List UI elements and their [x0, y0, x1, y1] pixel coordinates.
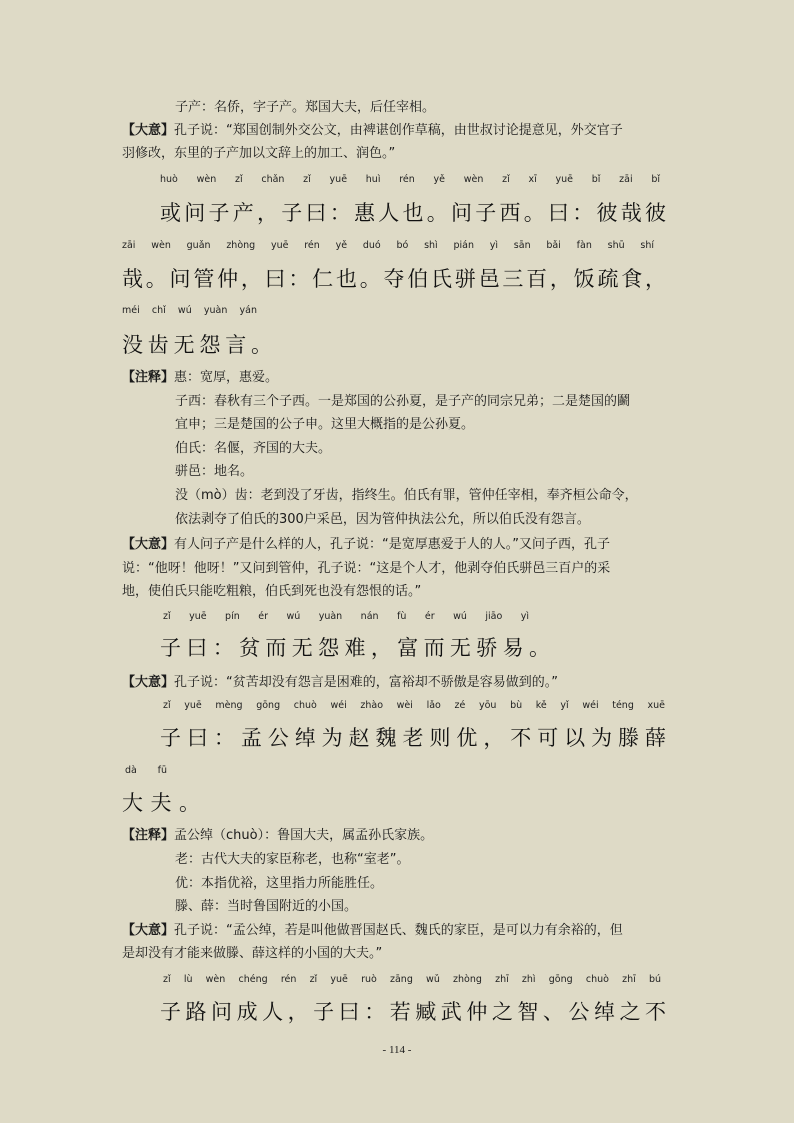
- label-dayi: 【大意】: [122, 675, 175, 690]
- verse-line: 子曰：孟公绰为赵魏老则优，不可以为滕薛: [160, 726, 666, 750]
- annotation-line: 老：古代大夫的家臣称老，也称“室老”。: [175, 852, 410, 867]
- translation-line: 羽修改，东里的子产加以文辞上的加工、润色。”: [122, 146, 396, 161]
- translation-line: 是却没有才能来做滕、薛这样的小国的大夫。”: [122, 946, 383, 961]
- translation-text: 孔子说：“孟公绰，若是叫他做晋国赵氏、魏氏的家臣，是可以力有余裕的，但: [174, 923, 623, 938]
- pinyin-line: zāi wèn guǎn zhòng yuē rén yě duó bó shì pián yì sān bǎi fàn shū shí: [122, 240, 654, 251]
- translation-line: 说：“他呀！他呀！”又问到管仲，孔子说：“这是个人才，他剥夺伯氏骈邑三百户的采: [122, 561, 611, 576]
- page-number: - 114 -: [382, 1044, 412, 1056]
- verse-line: 子曰：贫而无怨难，富而无骄易。: [160, 636, 550, 660]
- annotation-line: 骈邑：地名。: [175, 464, 254, 479]
- pinyin-line: huò wèn zǐ chǎn zǐ yuē huì rén yě wèn zǐ xī yuē bǐ zāi bǐ: [160, 174, 660, 185]
- annotation-line: 没（mò）齿：老到没了牙齿，指终生。伯氏有罪，管仲任宰相，奉齐桓公命令，: [175, 488, 638, 503]
- pinyin-line: dà fū: [125, 765, 167, 776]
- label-zhushi: 【注释】: [122, 370, 175, 385]
- annotation-line: 优：本指优裕，这里指力所能胜任。: [175, 876, 384, 891]
- annotation-line: 宜申；三是楚国的公子申。这里大概指的是公孙夏。: [175, 417, 475, 432]
- label-dayi: 【大意】: [122, 123, 175, 138]
- translation-text: 孔子说：“贫苦却没有怨言是困难的，富裕却不骄傲是容易做到的。”: [174, 675, 558, 690]
- verse-line: 没齿无怨言。: [122, 333, 272, 357]
- label-zhushi: 【注释】: [122, 828, 175, 843]
- annotation-text: 孟公绰（chuò）：鲁国大夫，属孟孙氏家族。: [174, 828, 434, 843]
- translation-text: 孔子说：“郑国创制外交公文，由裨谌创作草稿，由世叔讨论提意见，外交官子: [174, 123, 623, 138]
- translation-line: [122, 537, 610, 553]
- note-line: 子产：名侨，字子产。郑国大夫，后任宰相。: [175, 100, 436, 115]
- translation-line: 地，使伯氏只能吃粗粮，伯氏到死也没有怨恨的话。”: [122, 584, 422, 599]
- verse-line: 子路问成人，子曰：若臧武仲之智、公绰之不: [160, 1000, 666, 1024]
- verse-line: 哉。问管仲，曰：仁也。夺伯氏骈邑三百，饭疏食，: [122, 267, 666, 291]
- pinyin-line: zǐ yuē pín ér wú yuàn nán fù ér wú jiāo yì: [163, 611, 529, 622]
- label-dayi: 【大意】: [122, 537, 175, 552]
- annotation-line: [122, 370, 278, 386]
- annotation-line: 滕、薛：当时鲁国附近的小国。: [175, 899, 358, 914]
- pinyin-line: zǐ lù wèn chéng rén zǐ yuē ruò zāng wǔ zhòng zhī zhì gōng chuò zhī bú: [163, 974, 661, 985]
- annotation-line: 伯氏：名偃，齐国的大夫。: [175, 441, 332, 456]
- verse-line: 或问子产，子曰：惠人也。问子西。曰：彼哉彼: [160, 201, 666, 225]
- verse-line: 大夫。: [122, 791, 200, 815]
- pinyin-line: méi chǐ wú yuàn yán: [122, 305, 257, 316]
- annotation-line: 依法剥夺了伯氏的300户采邑，因为管仲执法公允，所以伯氏没有怨言。: [175, 512, 590, 527]
- annotation-line: [122, 828, 433, 844]
- translation-line: [122, 675, 558, 691]
- label-dayi: 【大意】: [122, 923, 175, 938]
- translation-line: [122, 123, 623, 139]
- pinyin-line: zǐ yuē mèng gōng chuò wéi zhào wèi lǎo zé yōu bù kě yǐ wéi téng xuē: [163, 700, 665, 711]
- annotation-text: 惠：宽厚，惠爱。: [174, 370, 279, 385]
- annotation-line: 子西：春秋有三个子西。一是郑国的公孙夏，是子产的同宗兄弟；二是楚国的鬬: [175, 394, 631, 409]
- translation-line: [122, 923, 623, 939]
- translation-text: 有人问子产是什么样的人，孔子说：“是宽厚惠爱于人的人。”又问子西，孔子: [174, 537, 610, 552]
